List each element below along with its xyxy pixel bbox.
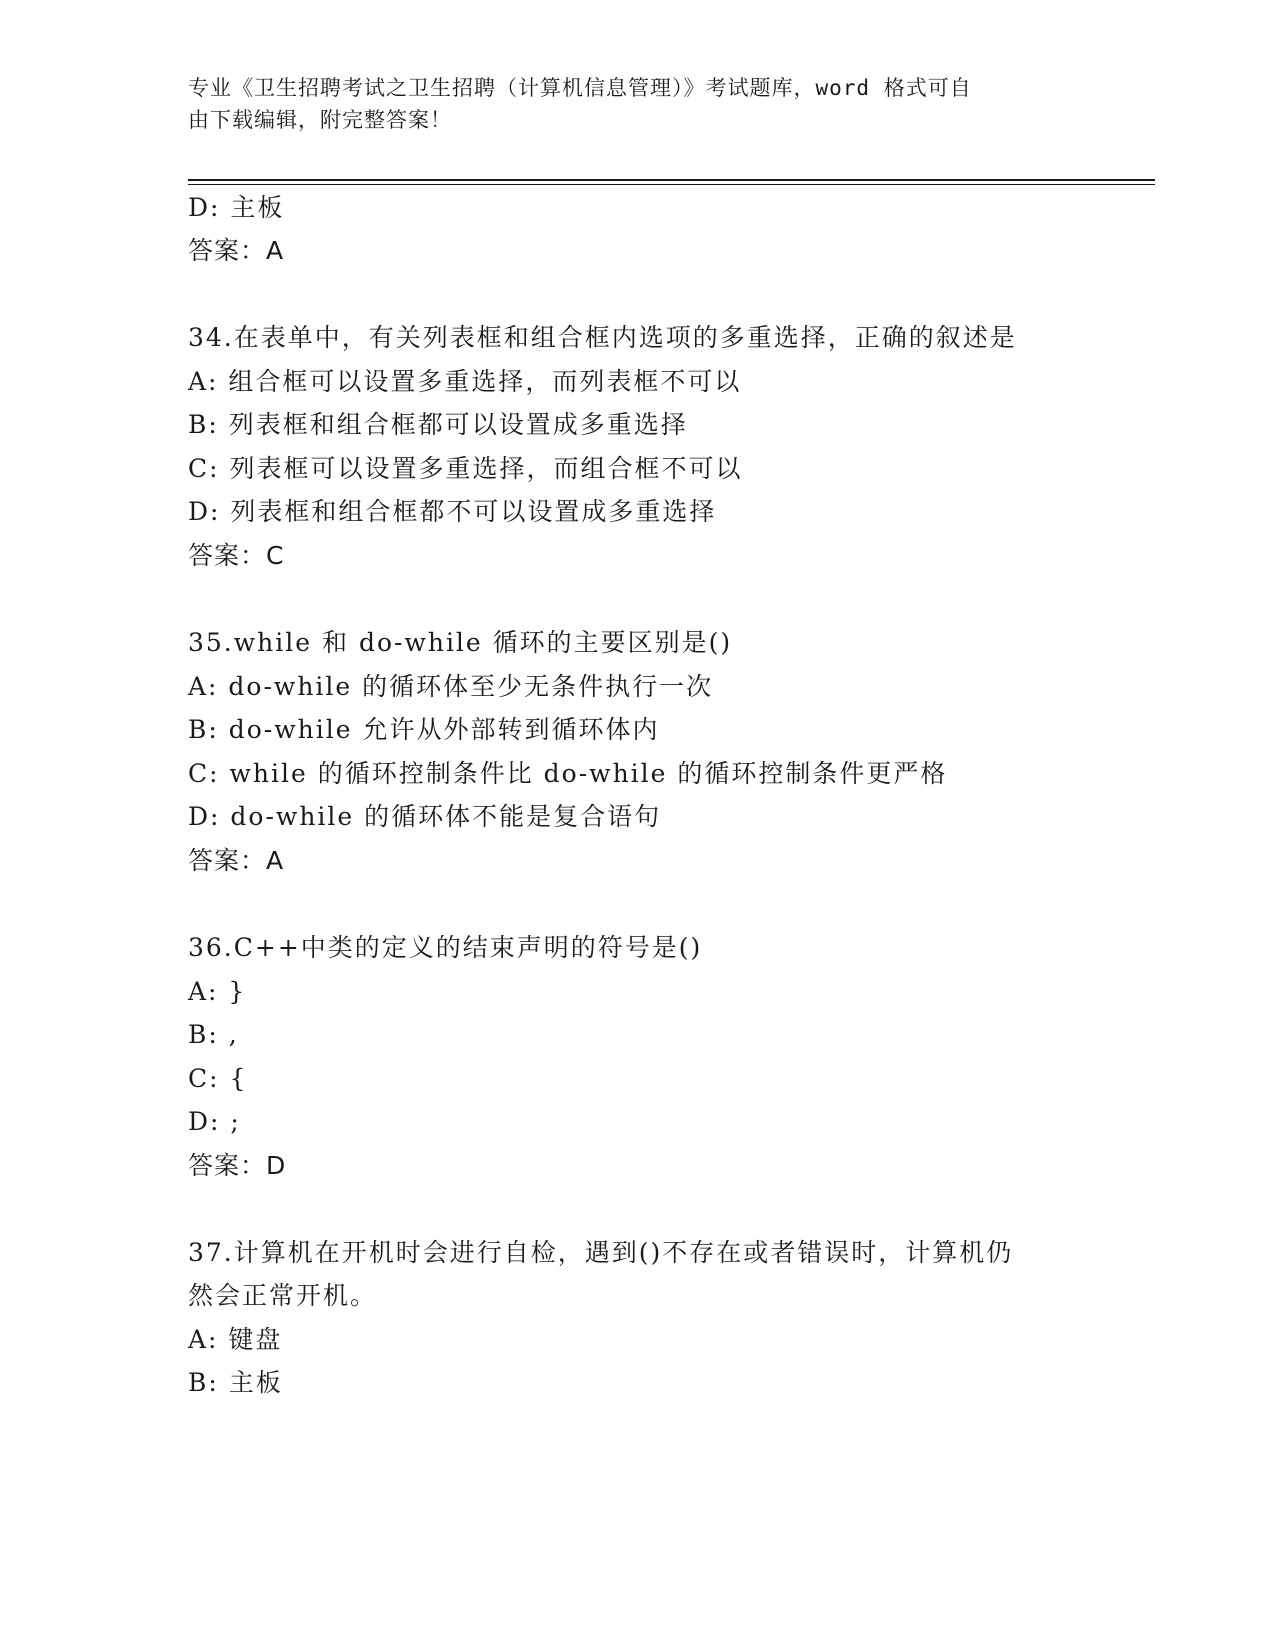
q34-answer: 答案：C <box>188 541 285 570</box>
q37-option-a: A: 键盘 <box>188 1325 283 1354</box>
prev-option-d: D: 主板 <box>188 193 285 222</box>
q35-option-b: B: do-while 允许从外部转到循环体内 <box>188 715 660 744</box>
q34-option-a: A: 组合框可以设置多重选择，而列表框不可以 <box>188 367 742 396</box>
q35-answer: 答案：A <box>188 846 285 875</box>
q34-option-b: B: 列表框和组合框都可以设置成多重选择 <box>188 410 688 439</box>
q34-option-d: D: 列表框和组合框都不可以设置成多重选择 <box>188 497 717 526</box>
q34-question: 34.在表单中，有关列表框和组合框内选项的多重选择，正确的叙述是 <box>188 323 1017 352</box>
q35-option-c: C: while 的循环控制条件比 do-while 的循环控制条件更严格 <box>188 759 948 788</box>
q36-question: 36.C++中类的定义的结束声明的符号是() <box>188 933 703 962</box>
header-divider-thin <box>188 184 1155 185</box>
header-line-1: 专业《卫生招聘考试之卫生招聘（计算机信息管理）》考试题库，word 格式可自 <box>188 76 972 100</box>
header-divider-thick <box>188 179 1155 181</box>
prev-answer: 答案：A <box>188 236 285 265</box>
document-header <box>188 72 1068 136</box>
q36-option-b: B: , <box>188 1020 239 1049</box>
q35-option-d: D: do-while 的循环体不能是复合语句 <box>188 802 662 831</box>
q36-option-c: C: { <box>188 1064 248 1093</box>
q34-option-c: C: 列表框可以设置多重选择，而组合框不可以 <box>188 454 743 483</box>
q37-question-line-2: 然会正常开机。 <box>188 1281 378 1310</box>
q37-option-b: B: 主板 <box>188 1368 283 1397</box>
q35-option-a: A: do-while 的循环体至少无条件执行一次 <box>188 672 714 701</box>
q35-question: 35.while 和 do-while 循环的主要区别是() <box>188 628 733 657</box>
q37-question-line-1: 37.计算机在开机时会进行自检，遇到()不存在或者错误时，计算机仍 <box>188 1238 1014 1267</box>
q36-option-a: A: } <box>188 977 247 1006</box>
header-line-2: 由下载编辑，附完整答案！ <box>188 108 452 132</box>
q36-answer: 答案：D <box>188 1151 287 1180</box>
q36-option-d: D: ; <box>188 1107 241 1136</box>
